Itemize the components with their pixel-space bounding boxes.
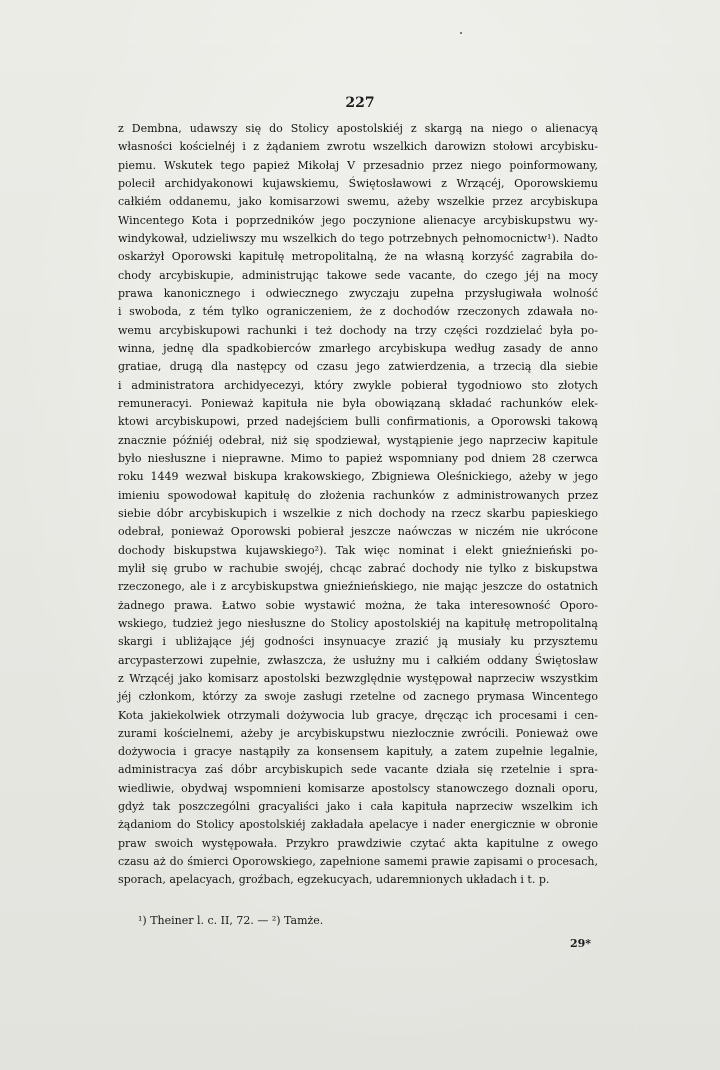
text-line: skargi i ubliżające jéj godności insynuacye zrazić ją musiały ku przysztemu bbox=[118, 635, 598, 649]
text-line: siebie dóbr arcybiskupich i wszelkie z nich dochody na rzecz skarbu papieskiego bbox=[118, 506, 598, 520]
text-line: rzeczonego, ale i z arcybiskupstwa gnieźnieńskiego, nie mając jeszcze do ostatnich bbox=[118, 580, 598, 594]
text-line: Kota jakiekolwiek otrzymali dożywocia lub gracye, dręcząc ich procesami i cen- bbox=[118, 708, 598, 722]
text-line: sporach, apelacyach, groźbach, egzekucyach, udaremnionych układach i t. p. bbox=[118, 873, 550, 887]
scan-speck bbox=[460, 32, 462, 34]
text-line: arcypasterzowi zupełnie, zwłaszcza, że usłużny mu i całkiém oddany Świętosław bbox=[118, 653, 598, 667]
text-line: i administratora archidyecezyi, który zwykle pobierał tygodniowo sto złotych bbox=[118, 378, 598, 392]
text-line: było niesłuszne i nieprawne. Mimo to papież wspomniany pod dniem 28 czerwca bbox=[118, 451, 598, 465]
text-line: zurami kościelnemi, ażeby je arcybiskupstwu niezłocznie zwrócili. Ponieważ owe bbox=[118, 726, 598, 740]
text-line: z Dembna, udawszy się do Stolicy apostolskiéj z skargą na niego o alienacyą bbox=[118, 122, 598, 135]
body-text bbox=[118, 120, 598, 890]
text-line: oskarżył Oporowski kapitułę metropolitalną, że na własną korzyść zagrabiła do- bbox=[118, 250, 598, 264]
printer-signature-mark: 29* bbox=[570, 937, 592, 950]
text-line: całkiém oddanemu, jako komisarzowi swemu, ażeby wszelkie przez arcybiskupa bbox=[118, 195, 598, 209]
text-line: dochody biskupstwa kujawskiego²). Tak więc nominat i elekt gnieźnieński po- bbox=[118, 543, 598, 557]
text-line: gratiae, drugą dla następcy od czasu jego zatwierdzenia, a trzecią dla siebie bbox=[118, 360, 598, 374]
text-line: administracya zaś dóbr arcybiskupich sede vacante działa się rzetelnie i spra- bbox=[118, 763, 598, 777]
text-line: dożywocia i gracye nastąpiły za konsensem kapituły, a zatem zupełnie legalnie, bbox=[118, 745, 598, 759]
text-line: czasu aż do śmierci Oporowskiego, zapełnione samemi prawie zapisami o procesach, bbox=[118, 855, 598, 869]
text-line: odebrał, ponieważ Oporowski pobierał jeszcze naówczas w niczém nie ukrócone bbox=[118, 525, 598, 539]
text-line: imieniu spowodował kapitułę do złożenia rachunków z administrowanych przez bbox=[118, 488, 598, 502]
text-line: winna, jednę dla spadkobierców zmarłego arcybiskupa według zasady de anno bbox=[118, 341, 598, 355]
text-line: chody arcybiskupie, administrując takowe sede vacante, do czego jéj na mocy bbox=[118, 268, 598, 282]
text-line: prawa kanonicznego i odwiecznego zwyczaju zupełna przysługiwała wolność bbox=[118, 286, 598, 300]
page-number: 227 bbox=[345, 95, 375, 111]
text-line: znacznie późniéj odebrał, niż się spodziewał, wystąpienie jego naprzeciw kapitule bbox=[118, 433, 598, 447]
text-line: i swoboda, z tém tylko ograniczeniem, że z dochodów rzeczonych zdawała no- bbox=[118, 305, 598, 319]
text-line: Wincentego Kota i poprzedników jego poczynione alienacye arcybiskupstwu wy- bbox=[118, 213, 598, 227]
text-line: jéj członkom, którzy za swoje zasługi rzetelne od zacnego prymasa Wincentego bbox=[118, 690, 598, 704]
text-line: gdyż tak poszczególni gracyaliści jako i cała kapituła naprzeciw wszelkim ich bbox=[118, 800, 598, 814]
text-line: żadnego prawa. Łatwo sobie wystawić można, że taka interesowność Oporo- bbox=[118, 598, 598, 612]
text-line: polecił archidyakonowi kujawskiemu, Świętosławowi z Wrzącéj, Oporowskiemu bbox=[118, 176, 598, 190]
text-line: własności kościelnéj i z żądaniem zwrotu wszelkich darowizn stołowi arcybisku- bbox=[118, 140, 598, 154]
text-line: wemu arcybiskupowi rachunki i też dochody na trzy części rozdzielać była po- bbox=[118, 323, 598, 337]
text-line: ktowi arcybiskupowi, przed nadejściem bulli confirmationis, a Oporowski takową bbox=[118, 415, 598, 429]
text-line: remuneracyi. Ponieważ kapituła nie była obowiązaną składać rachunków elek- bbox=[118, 396, 598, 410]
text-line: wskiego, tudzież jego niesłuszne do Stolicy apostolskiéj na kapitułę metropolitalną bbox=[118, 616, 598, 630]
text-line: windykował, udzieliwszy mu wszelkich do tego potrzebnych pełnomocnictw¹). Nadto bbox=[118, 231, 598, 245]
text-line: roku 1449 wezwał biskupa krakowskiego, Zbigniewa Oleśnickiego, ażeby w jego bbox=[118, 470, 598, 484]
text-line: żądaniom do Stolicy apostolskiéj zakładała apelacye i nader energicznie w obronie bbox=[118, 818, 598, 832]
text-line: z Wrzącéj jako komisarz apostolski bezwzględnie występował naprzeciw wszystkim bbox=[118, 671, 598, 685]
footnotes: ¹) Theiner l. c. II, 72. — ²) Tamże. bbox=[138, 914, 324, 927]
text-line: praw swoich występowała. Przykro prawdziwie czytać akta kapitulne z owego bbox=[118, 836, 598, 850]
text-line: mylił się grubo w rachubie swojéj, chcąc zabrać dochody nie tylko z biskupstwa bbox=[118, 561, 598, 575]
text-line: wiedliwie, obydwaj wspomnieni komisarze apostolscy stanowczego doznali oporu, bbox=[118, 781, 598, 795]
text-line: piemu. Wskutek tego papież Mikołaj V przesadnio przez niego poinformowany, bbox=[118, 158, 598, 172]
